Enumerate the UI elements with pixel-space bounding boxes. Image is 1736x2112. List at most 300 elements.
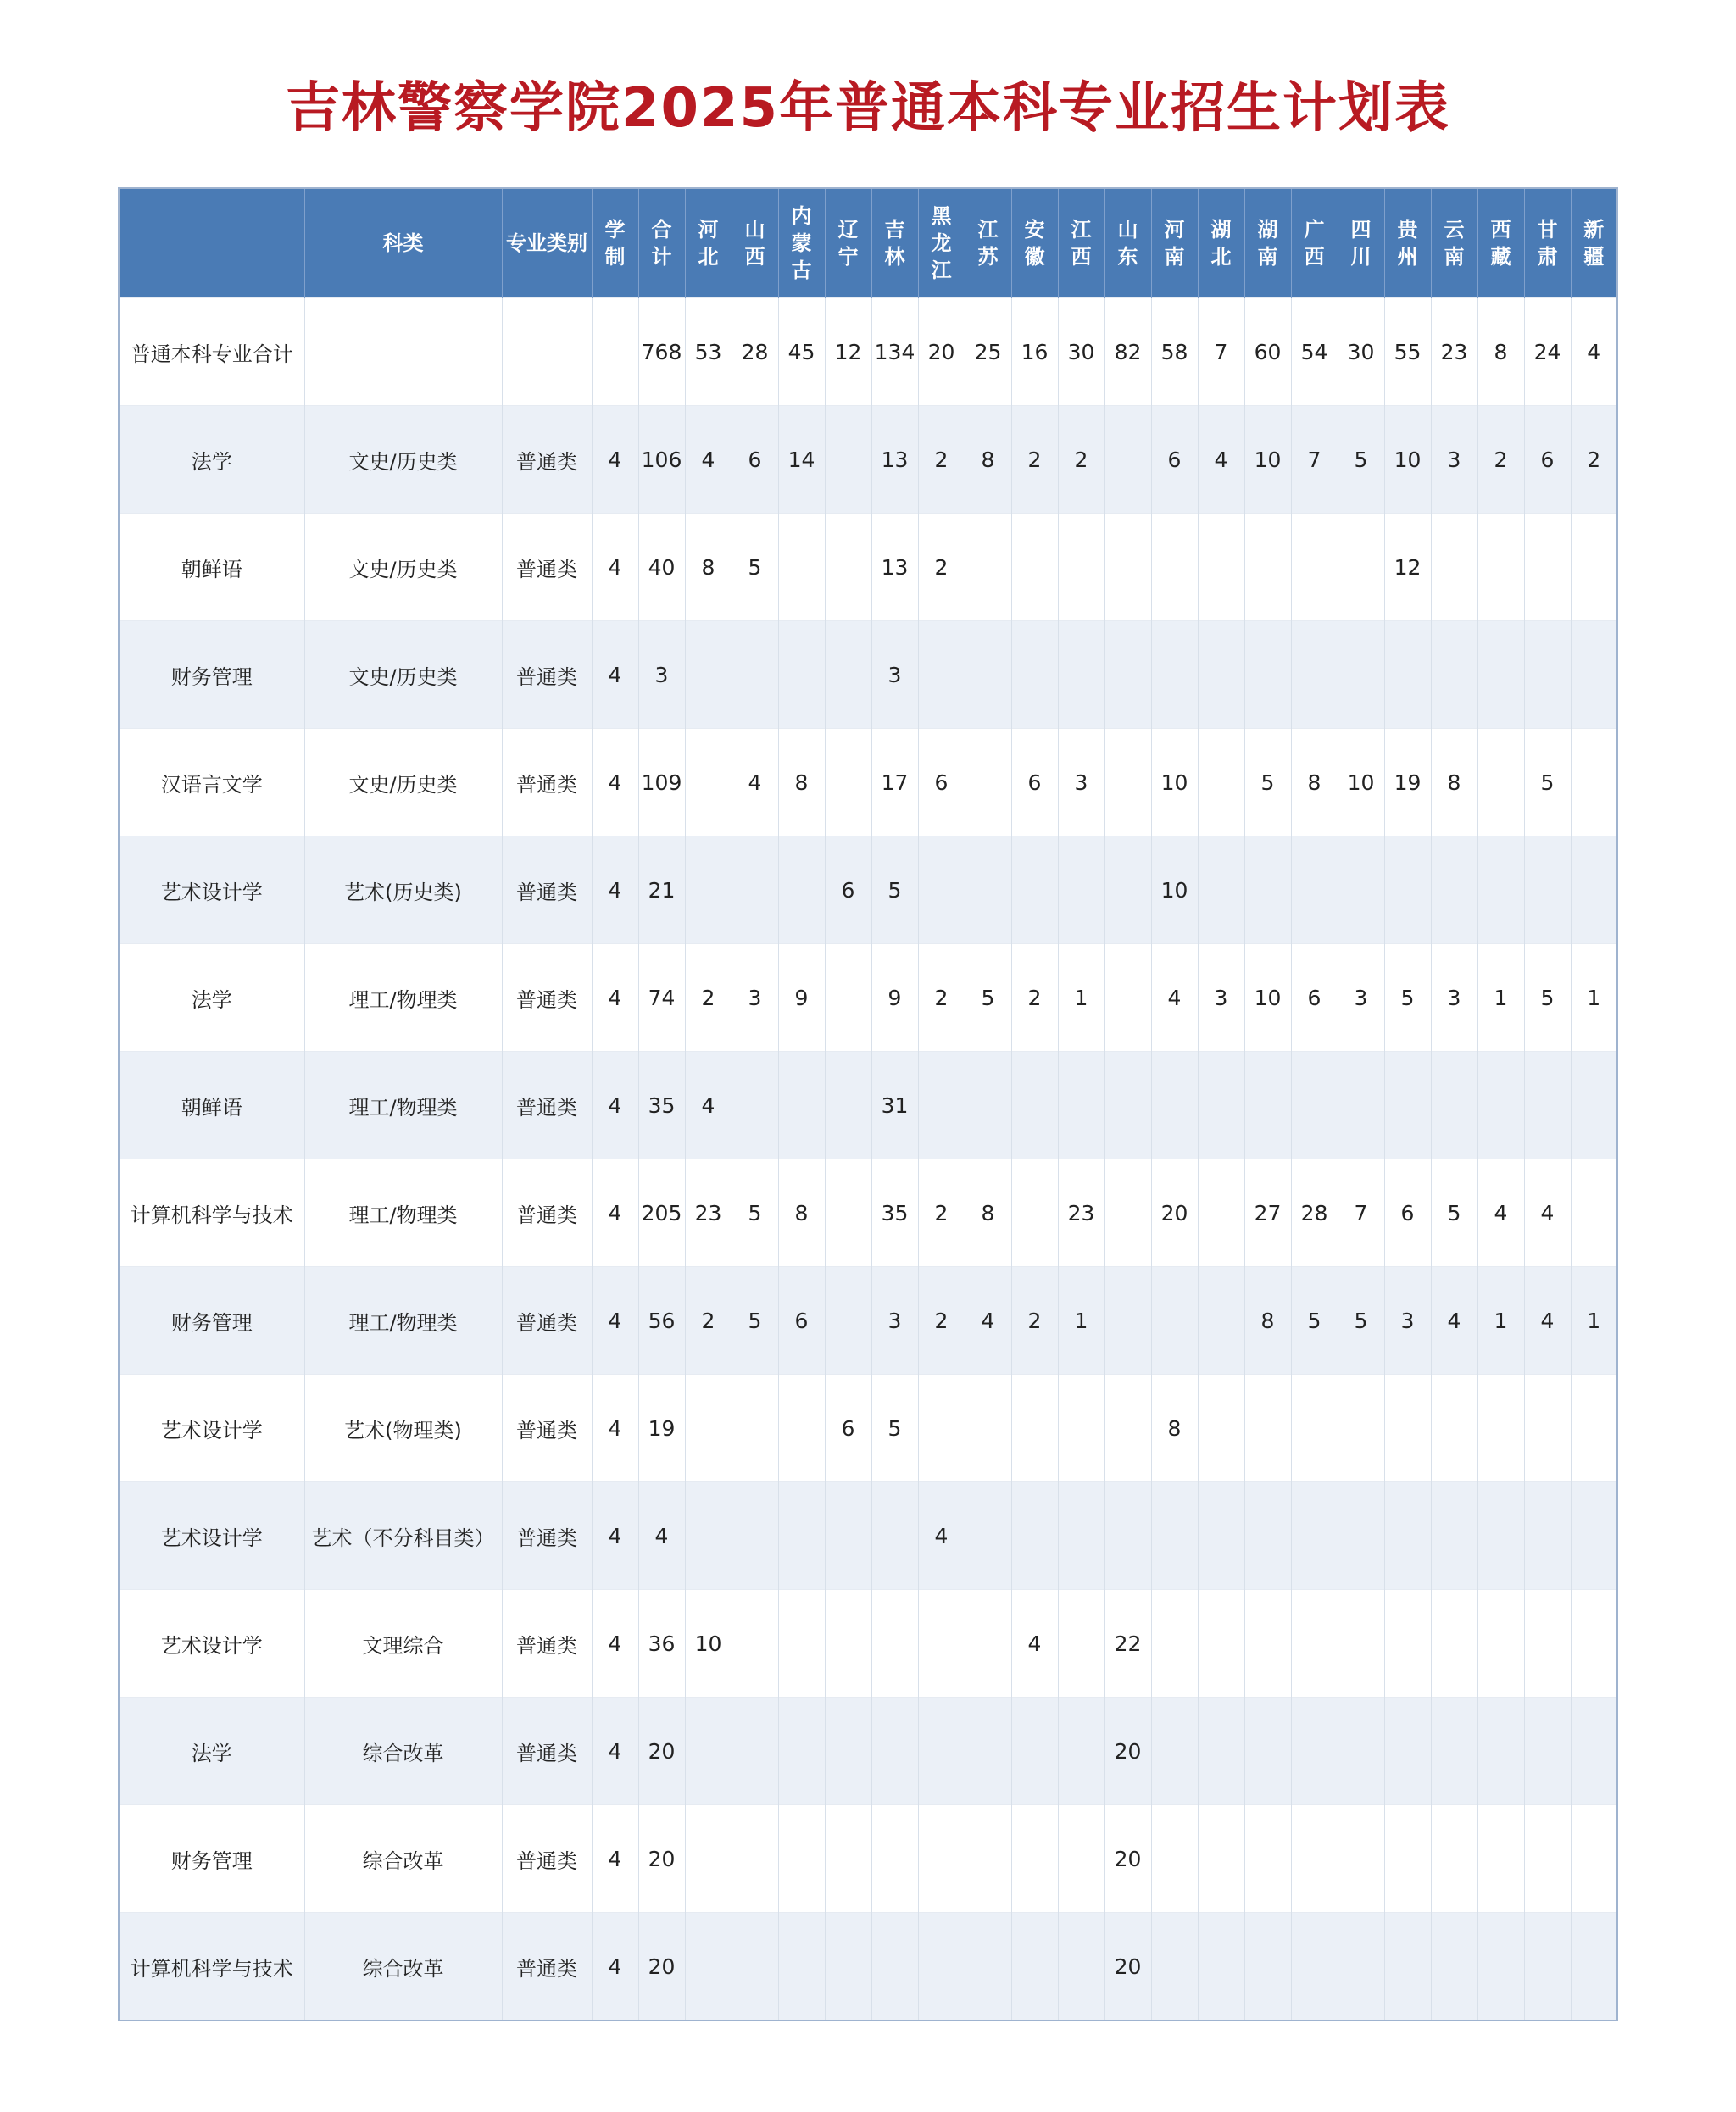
table-cell: 4 [1477,1159,1524,1267]
table-cell: 4 [1524,1267,1571,1375]
table-cell: 9 [778,944,825,1052]
table-cell [685,836,732,944]
table-cell: 74 [638,944,685,1052]
table-cell [778,1805,825,1913]
table-cell [1291,514,1338,621]
table-cell: 4 [592,1052,638,1159]
column-header [1198,188,1244,298]
column-header-label: 贵州 [1397,218,1418,269]
table-cell [1291,1913,1338,2021]
column-header-label: 吉林 [884,218,905,269]
column-header [778,188,825,298]
table-cell: 20 [638,1913,685,2021]
table-cell [1011,1159,1058,1267]
table-cell: 文史/历史类 [304,621,502,729]
table-row [119,836,1617,944]
table-cell [1244,1375,1291,1482]
table-cell [685,1375,732,1482]
table-cell: 134 [871,298,918,406]
table-cell [1244,1052,1291,1159]
table-row [119,1590,1617,1698]
table-cell: 2 [1011,406,1058,514]
table-cell [1058,1590,1104,1698]
table-cell [1338,1698,1384,1805]
table-row [119,514,1617,621]
table-cell [1151,621,1198,729]
table-cell: 艺术设计学 [119,1482,304,1590]
table-cell: 1 [1477,1267,1524,1375]
table-cell [1291,1590,1338,1698]
table-cell [1338,621,1384,729]
table-cell [918,1590,965,1698]
table-cell [1524,1698,1571,1805]
table-cell [871,1590,918,1698]
table-cell: 普通类 [502,1698,592,1805]
table-cell: 58 [1151,298,1198,406]
table-cell [1104,621,1151,729]
table-cell: 3 [1338,944,1384,1052]
table-cell [825,1159,871,1267]
table-cell: 计算机科学与技术 [119,1159,304,1267]
table-cell [1338,514,1384,621]
table-cell: 普通类 [502,1159,592,1267]
table-cell: 普通类 [502,944,592,1052]
table-cell: 普通类 [502,1805,592,1913]
table-cell: 17 [871,729,918,836]
table-cell: 4 [592,621,638,729]
column-header [502,188,592,298]
table-cell [825,406,871,514]
table-cell [1338,1805,1384,1913]
column-header-label: 西藏 [1490,218,1511,269]
table-cell: 艺术设计学 [119,1375,304,1482]
table-cell: 3 [1384,1267,1431,1375]
table-row [119,1267,1617,1375]
column-header [1524,188,1571,298]
table-cell [1431,1590,1477,1698]
column-header [1011,188,1058,298]
table-cell [778,514,825,621]
table-cell [1011,1052,1058,1159]
table-cell: 5 [965,944,1011,1052]
table-cell [1151,1805,1198,1913]
table-cell: 3 [1198,944,1244,1052]
table-cell [304,298,502,406]
table-cell: 4 [685,1052,732,1159]
column-header [1244,188,1291,298]
column-header [825,188,871,298]
table-cell [1571,621,1617,729]
table-cell: 8 [1477,298,1524,406]
table-cell: 109 [638,729,685,836]
table-cell [1477,1482,1524,1590]
table-cell: 8 [778,729,825,836]
table-cell [1151,514,1198,621]
table-cell: 艺术(历史类) [304,836,502,944]
table-cell: 普通类 [502,621,592,729]
table-cell: 普通类 [502,729,592,836]
table-row [119,1159,1617,1267]
table-cell: 20 [1151,1159,1198,1267]
table-cell: 9 [871,944,918,1052]
table-cell: 53 [685,298,732,406]
column-header-label: 新疆 [1583,218,1605,269]
table-cell [1384,1805,1431,1913]
table-cell [1571,729,1617,836]
table-cell: 艺术设计学 [119,836,304,944]
table-cell [1291,1482,1338,1590]
table-cell: 6 [1384,1159,1431,1267]
table-cell [1477,1590,1524,1698]
table-cell: 3 [1431,944,1477,1052]
table-cell [1244,1913,1291,2021]
table-cell [965,1805,1011,1913]
table-cell: 5 [871,836,918,944]
table-cell: 2 [918,406,965,514]
table-cell [732,1805,778,1913]
table-cell [1244,621,1291,729]
table-cell: 28 [732,298,778,406]
table-cell: 普通类 [502,1375,592,1482]
table-cell [1571,1159,1617,1267]
table-cell: 5 [732,514,778,621]
table-cell [1431,1698,1477,1805]
table-cell [825,729,871,836]
table-cell: 法学 [119,406,304,514]
table-cell [918,836,965,944]
table-cell [965,1375,1011,1482]
table-cell: 财务管理 [119,1805,304,1913]
table-cell: 4 [1151,944,1198,1052]
table-cell [732,1482,778,1590]
column-header [871,188,918,298]
table-cell [1011,1482,1058,1590]
table-cell: 1 [1571,944,1617,1052]
table-cell [1011,1698,1058,1805]
column-header-label: 辽宁 [837,218,859,269]
column-header [1104,188,1151,298]
table-body [119,298,1617,2021]
table-cell: 7 [1198,298,1244,406]
table-cell: 23 [685,1159,732,1267]
table-cell [1571,514,1617,621]
table-cell: 普通类 [502,836,592,944]
table-cell [1477,836,1524,944]
table-row [119,621,1617,729]
table-cell: 法学 [119,944,304,1052]
table-cell: 20 [638,1698,685,1805]
column-header-label: 黑龙江 [931,204,952,282]
table-cell [1104,1482,1151,1590]
table-cell [685,621,732,729]
table-cell [1338,1590,1384,1698]
table-cell: 综合改革 [304,1698,502,1805]
column-header-label: 内蒙古 [791,204,812,282]
table-cell [1571,1375,1617,1482]
table-cell: 5 [1524,729,1571,836]
table-cell [1477,729,1524,836]
table-cell: 普通类 [502,514,592,621]
table-cell [965,514,1011,621]
table-cell [1477,1375,1524,1482]
table-cell: 3 [638,621,685,729]
table-cell [1384,621,1431,729]
table-cell [825,514,871,621]
table-cell: 23 [1431,298,1477,406]
table-cell [965,621,1011,729]
table-cell: 计算机科学与技术 [119,1913,304,2021]
table-cell: 6 [1291,944,1338,1052]
table-cell: 56 [638,1267,685,1375]
table-header-row [119,188,1617,298]
table-cell: 4 [592,836,638,944]
table-cell [1384,1375,1431,1482]
table-cell: 24 [1524,298,1571,406]
table-cell: 106 [638,406,685,514]
table-cell [1198,1805,1244,1913]
table-row [119,1698,1617,1805]
table-cell [1431,1482,1477,1590]
table-cell [918,1052,965,1159]
table-cell: 普通类 [502,1590,592,1698]
table-cell [1477,1698,1524,1805]
table-cell: 4 [592,406,638,514]
table-cell [1104,1159,1151,1267]
table-cell: 4 [1571,298,1617,406]
table-cell [1571,1805,1617,1913]
table-cell [1058,1052,1104,1159]
table-cell [1011,1913,1058,2021]
table-cell [1244,1698,1291,1805]
table-cell [732,1375,778,1482]
table-cell: 1 [1058,1267,1104,1375]
table-cell: 14 [778,406,825,514]
table-cell: 4 [592,1375,638,1482]
table-cell: 5 [1338,406,1384,514]
table-cell: 4 [592,1159,638,1267]
table-cell: 3 [1431,406,1477,514]
table-cell [1011,514,1058,621]
table-cell [1524,1052,1571,1159]
table-cell [965,729,1011,836]
table-cell [1384,1052,1431,1159]
table-cell: 1 [1477,944,1524,1052]
column-header-label: 河南 [1164,218,1185,269]
table-cell: 20 [638,1805,685,1913]
table-cell: 2 [1011,944,1058,1052]
table-cell: 理工/物理类 [304,1267,502,1375]
table-cell [1011,1375,1058,1482]
table-cell [685,729,732,836]
table-row [119,729,1617,836]
table-cell [1338,836,1384,944]
table-cell [1291,621,1338,729]
table-cell: 5 [1291,1267,1338,1375]
table-cell [1384,1913,1431,2021]
table-cell [1384,1482,1431,1590]
table-cell: 4 [685,406,732,514]
table-cell: 普通类 [502,1052,592,1159]
table-cell [1338,1052,1384,1159]
table-cell: 20 [1104,1805,1151,1913]
table-cell [1477,1913,1524,2021]
table-cell [1058,1698,1104,1805]
table-cell [1338,1375,1384,1482]
table-cell [1477,1805,1524,1913]
table-cell: 13 [871,514,918,621]
column-header [1571,188,1617,298]
table-cell: 45 [778,298,825,406]
table-cell [1431,1052,1477,1159]
table-cell: 2 [918,514,965,621]
table-cell: 法学 [119,1698,304,1805]
table-cell [871,1482,918,1590]
table-cell: 55 [1384,298,1431,406]
column-header [119,188,304,298]
table-cell [732,1052,778,1159]
table-cell: 31 [871,1052,918,1159]
table-cell [1104,1375,1151,1482]
column-header-label: 河北 [698,218,719,269]
table-cell: 7 [1291,406,1338,514]
table-cell [965,1590,1011,1698]
table-cell [1571,1052,1617,1159]
table-cell: 10 [1384,406,1431,514]
table-cell: 2 [685,944,732,1052]
table-cell [1477,514,1524,621]
table-cell [778,836,825,944]
table-cell [1104,1267,1151,1375]
table-cell [1571,1590,1617,1698]
table-cell: 20 [1104,1913,1151,2021]
table-cell: 2 [918,944,965,1052]
table-cell: 82 [1104,298,1151,406]
table-cell: 综合改革 [304,1913,502,2021]
table-cell: 普通类 [502,1267,592,1375]
table-cell: 23 [1058,1159,1104,1267]
table-cell: 1 [1571,1267,1617,1375]
table-cell: 4 [638,1482,685,1590]
enrollment-plan-table [118,187,1618,2021]
table-cell: 普通类 [502,1482,592,1590]
table-row [119,1805,1617,1913]
table-cell [965,1482,1011,1590]
column-header-label: 广西 [1304,218,1325,269]
table-cell [1058,1482,1104,1590]
table-cell [1151,1482,1198,1590]
column-header-label: 山西 [744,218,765,269]
table-cell [1384,1698,1431,1805]
table-cell [1291,836,1338,944]
table-cell [1431,1805,1477,1913]
table-cell [1198,621,1244,729]
table-cell: 3 [1058,729,1104,836]
column-header [918,188,965,298]
table-cell [1198,1159,1244,1267]
table-cell [1571,836,1617,944]
table-cell: 6 [732,406,778,514]
table-cell [732,1590,778,1698]
column-header [1477,188,1524,298]
table-cell [965,1913,1011,2021]
table-cell: 2 [1477,406,1524,514]
table-cell: 30 [1058,298,1104,406]
table-cell [1058,1805,1104,1913]
table-cell: 8 [1151,1375,1198,1482]
table-cell: 19 [1384,729,1431,836]
column-header [592,188,638,298]
table-cell [825,1698,871,1805]
table-cell: 22 [1104,1590,1151,1698]
column-header [1431,188,1477,298]
table-cell [965,1698,1011,1805]
table-cell: 7 [1338,1159,1384,1267]
table-cell: 2 [1058,406,1104,514]
table-cell [1058,621,1104,729]
table-cell: 3 [871,621,918,729]
table-row [119,1052,1617,1159]
table-cell: 8 [965,1159,1011,1267]
table-cell [1477,621,1524,729]
column-header-label: 湖南 [1257,218,1278,269]
table-cell: 28 [1291,1159,1338,1267]
table-cell: 4 [592,1913,638,2021]
table-cell [1011,1805,1058,1913]
table-cell [1198,729,1244,836]
column-header [304,188,502,298]
table-cell [1198,836,1244,944]
table-cell: 205 [638,1159,685,1267]
table-cell: 4 [592,1590,638,1698]
table-cell [871,1805,918,1913]
table-cell [1198,1375,1244,1482]
table-cell [1104,729,1151,836]
table-cell [1431,621,1477,729]
table-cell [1058,1375,1104,1482]
table-cell: 40 [638,514,685,621]
page-title: 吉林警察学院2025年普通本科专业招生计划表 [285,77,1451,140]
table-cell: 艺术设计学 [119,1590,304,1698]
table-row [119,1482,1617,1590]
table-cell: 理工/物理类 [304,944,502,1052]
table-cell [732,836,778,944]
table-cell: 2 [918,1159,965,1267]
table-cell: 6 [825,1375,871,1482]
table-cell: 文史/历史类 [304,514,502,621]
table-cell [1431,514,1477,621]
table-cell [685,1698,732,1805]
table-cell [732,621,778,729]
table-cell: 8 [965,406,1011,514]
table-cell: 8 [778,1159,825,1267]
table-cell [1524,1913,1571,2021]
table-cell: 文史/历史类 [304,729,502,836]
table-cell [778,1913,825,2021]
table-cell: 4 [592,1267,638,1375]
column-header [1151,188,1198,298]
column-header [1384,188,1431,298]
table-cell [1011,836,1058,944]
table-cell [778,1590,825,1698]
table-cell [965,1052,1011,1159]
column-header [685,188,732,298]
column-header-label: 学制 [604,218,626,269]
table-cell [1244,514,1291,621]
table-cell: 10 [1338,729,1384,836]
table-cell: 54 [1291,298,1338,406]
table-cell [1058,514,1104,621]
table-cell [685,1805,732,1913]
